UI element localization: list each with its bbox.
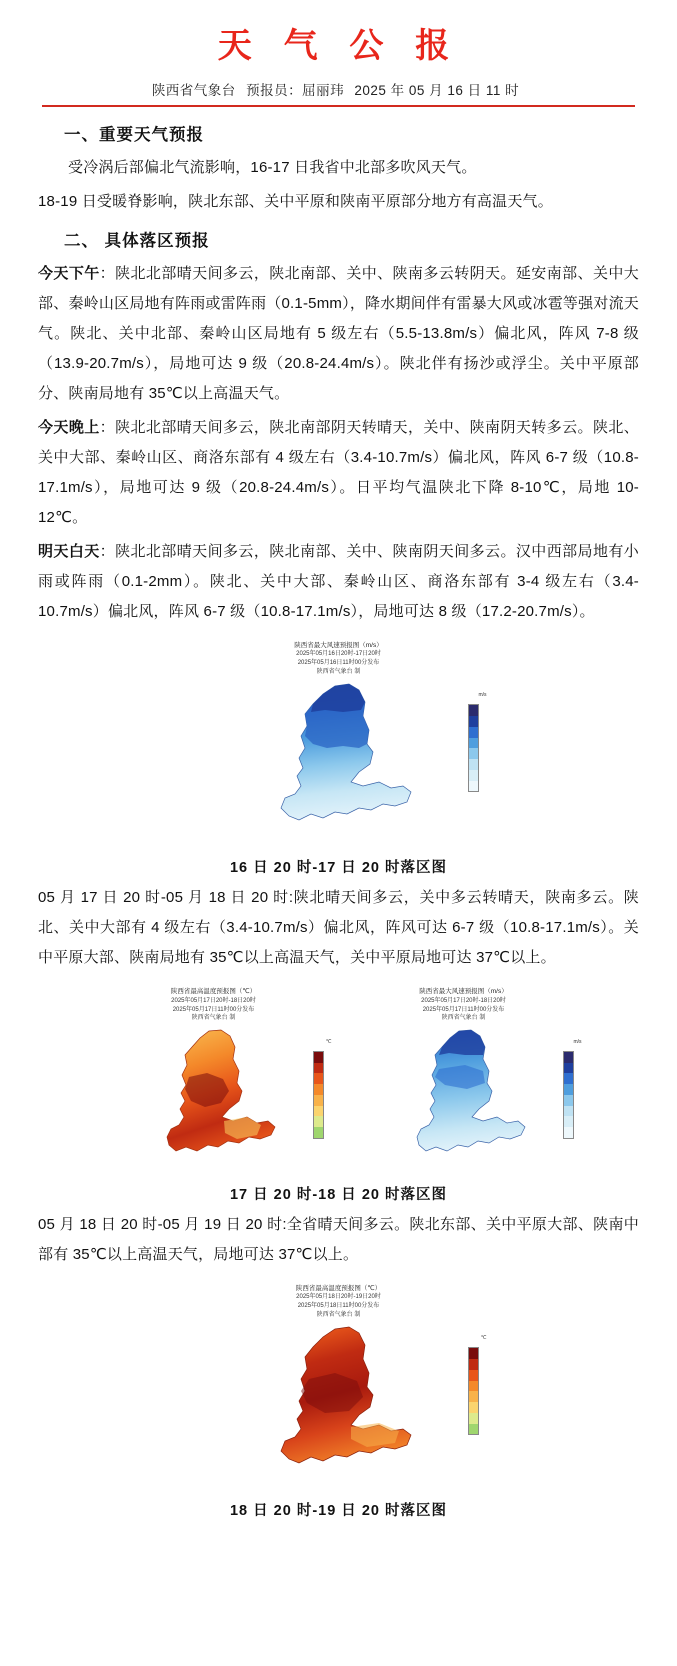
shaanxi-province-shape-wind-2	[379, 1025, 549, 1175]
section-1-para-1: 受冷涡后部偏北气流影响，16-17 日我省中北部多吹风天气。	[68, 159, 477, 176]
temp-map-17-18-colorbar	[313, 1051, 324, 1139]
temp-map-17-18-legend-label: ℃	[325, 1038, 332, 1045]
wind-map-17-18-sub1: 2025年05月17日20时-18日20时	[421, 997, 506, 1004]
temp-map-17-18	[94, 987, 334, 1174]
wind-map-17-18-title: 陕西省最大风速预报图（m/s）	[419, 988, 508, 996]
temp-map-18-19-legend-label: ℃	[480, 1335, 487, 1342]
wind-map-17-18-colorbar	[563, 1051, 574, 1139]
wind-map-16-17-legend-label: m/s	[478, 692, 487, 699]
temp-map-17-18-body	[94, 1025, 334, 1175]
wind-map-16-17-body	[189, 678, 489, 848]
wind-map-16-17-header	[189, 641, 489, 676]
forecast-block-this-afternoon	[38, 259, 639, 409]
wind-map-17-18-sub3: 陕西省气象台 制	[441, 1015, 486, 1022]
figure-18-19	[38, 1284, 639, 1520]
byline-office: 陕西省气象台	[151, 83, 236, 98]
temp-map-17-18-sub1: 2025年05月17日20时-18日20时	[171, 997, 256, 1004]
temp-map-18-19	[189, 1284, 489, 1491]
wind-map-16-17-sub2: 2025年05月16日11时00分发布	[297, 660, 380, 667]
page-title: 天 气 公 报	[217, 26, 460, 66]
forecast-lead-tomorrow: 明天白天	[38, 543, 100, 560]
document-content	[0, 121, 677, 1520]
temp-map-18-19-header	[189, 1284, 489, 1319]
figure-16-17-caption: 16 日 20 时-17 日 20 时落区图	[229, 860, 447, 877]
forecast-lead-tonight: 今天晚上	[38, 419, 100, 436]
byline-forecaster: 预报员：屈丽玮	[246, 83, 345, 98]
section-heading-2: 二、 具体落区预报	[64, 232, 210, 250]
wind-map-17-18-legend-label: m/s	[573, 1038, 582, 1045]
map-row-16-17	[38, 641, 639, 848]
forecast-lead-this-afternoon: 今天下午	[38, 265, 100, 282]
shaanxi-province-shape-temp-1	[129, 1025, 299, 1175]
shaanxi-province-shape-temp-2	[239, 1321, 439, 1491]
temp-map-17-18-sub2: 2025年05月17日11时00分发布	[172, 1006, 255, 1013]
wind-map-16-17	[189, 641, 489, 848]
temp-map-17-18-header	[94, 987, 334, 1022]
temp-map-18-19-colorbar	[468, 1347, 479, 1435]
wind-map-17-18	[344, 987, 584, 1174]
header-divider	[42, 105, 635, 107]
forecast-text-this-afternoon: ：陕北北部晴天间多云，陕北南部、关中、陕南多云转阴天。延安南部、关中大部、秦岭山区局地有阵雨或雷阵雨（0.1-5mm），降水期间伴有雷暴大风或冰雹等强对流天气。陕北、关中北部、秦岭山区局地有 5 级左右（5.5-13.8m/s）偏北风，阵风 7-8 级（13.9-20.7m/s），局地可达 9 级（20.8-24.4m/s）。陕北伴有扬沙或浮尘。关中平原部分、陕南局地有 35℃以上高温天气。	[38, 265, 639, 402]
map-row-17-18	[38, 987, 639, 1174]
forecast-text-tonight: ：陕北北部晴天间多云，陕北南部阴天转晴天，关中、陕南阴天转多云。陕北、关中大部、秦岭山区、商洛东部有 4 级左右（3.4-10.7m/s）偏北风，阵风 6-7 级（10.8-17.1m/s），局地可达 9 级（20.8-24.4m/s）。日平均气温陕北下降 8-10℃，局地 10-12℃。	[38, 419, 639, 526]
figure-18-19-caption: 18 日 20 时-19 日 20 时落区图	[229, 1503, 447, 1520]
wind-map-16-17-title: 陕西省最大风速预报图（m/s）	[294, 642, 383, 649]
wind-map-17-18-header	[344, 987, 584, 1022]
temp-map-18-19-title: 陕西省最高温度预报图（℃）	[295, 1284, 382, 1292]
byline-datetime: 2025 年 05 月 16 日 11 时	[354, 83, 520, 98]
figure-16-17	[38, 641, 639, 877]
wind-map-17-18-body	[344, 1025, 584, 1175]
section-1-para-2: 18-19 日受暖脊影响，陕北东部、关中平原和陕南平原部分地方有高温天气。	[38, 193, 553, 210]
para-18-19: 05 月 18 日 20 时-05 月 19 日 20 时:全省晴天间多云。陕北东部、关中平原大部、陕南中部有 35℃以上高温天气，局地可达 37℃以上。	[38, 1215, 639, 1263]
temp-map-18-19-sub2: 2025年05月18日11时00分发布	[297, 1303, 380, 1310]
shaanxi-province-shape-wind-1	[239, 678, 439, 848]
temp-map-17-18-sub3: 陕西省气象台 制	[191, 1015, 236, 1022]
byline-block	[0, 73, 677, 107]
wind-map-16-17-colorbar	[468, 704, 479, 792]
wind-map-16-17-sub3: 陕西省气象台 制	[316, 668, 361, 675]
forecast-text-tomorrow: ：陕北北部晴天间多云，陕北南部、关中、陕南阴天间多云。汉中西部局地有小雨或阵雨（0.1-2mm）。陕北、关中大部、秦岭山区、商洛东部有 3-4 级左右（3.4-10.7m/s）偏北风，阵风 6-7 级（10.8-17.1m/s），局地可达 8 级（17.2-20.7m/s）。	[38, 543, 639, 620]
map-row-18-19	[38, 1284, 639, 1491]
forecast-block-tonight	[38, 413, 639, 533]
forecast-block-tomorrow	[38, 537, 639, 627]
para-17-18: 05 月 17 日 20 时-05 月 18 日 20 时:陕北晴天间多云，关中多云转晴天，陕南多云。陕北、关中大部有 4 级左右（3.4-10.7m/s）偏北风，阵风可达 6-7 级（10.8-17.1m/s）。关中平原大部、陕南局地有 35℃以上高温天气，关中平原局地可达 37℃以上。	[38, 889, 639, 967]
temp-map-18-19-body	[189, 1321, 489, 1491]
figure-17-18-caption: 17 日 20 时-18 日 20 时落区图	[229, 1186, 447, 1203]
temp-map-17-18-title: 陕西省最高温度预报图（℃）	[170, 988, 257, 996]
temp-map-18-19-sub3: 陕西省气象台 制	[316, 1311, 361, 1318]
wind-map-17-18-sub2: 2025年05月17日11时00分发布	[422, 1006, 505, 1013]
temp-map-18-19-sub1: 2025年05月18日20时-19日20时	[296, 1294, 381, 1301]
figure-17-18	[38, 987, 639, 1203]
section-heading-1: 一、重要天气预报	[64, 126, 204, 144]
wind-map-16-17-sub1: 2025年05月16日20时-17日20时	[296, 651, 381, 658]
byline	[42, 79, 635, 105]
